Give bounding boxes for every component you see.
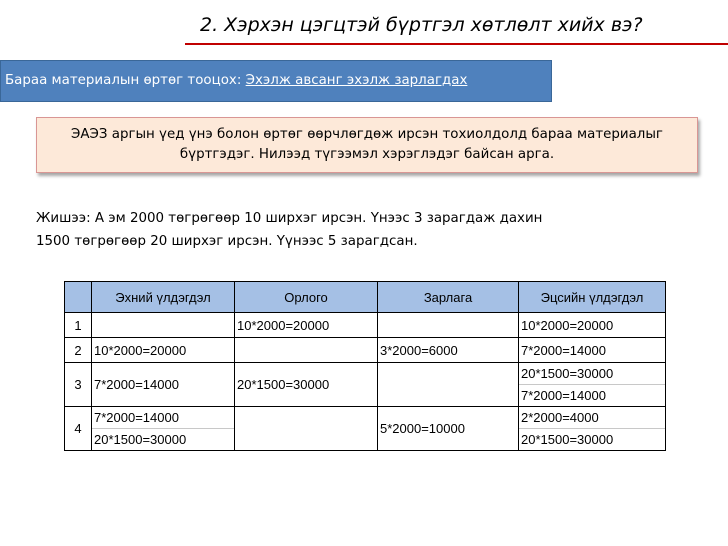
- closing-cell: [519, 407, 666, 451]
- table-row: [65, 363, 666, 407]
- opening-line: 20*1500=30000: [92, 428, 234, 450]
- expense-cell: 3*2000=6000: [378, 338, 519, 363]
- table-row: [65, 338, 666, 363]
- closing-line: 7*2000=14000: [519, 384, 665, 406]
- closing-cell: [519, 363, 666, 407]
- income-cell: [235, 338, 378, 363]
- closing-cell: 7*2000=14000: [519, 338, 666, 363]
- row-number: 2: [65, 338, 92, 363]
- opening-cell: [92, 313, 235, 338]
- row-number: 1: [65, 313, 92, 338]
- expense-cell: [378, 363, 519, 407]
- header-income: Орлого: [235, 282, 378, 313]
- example-line-1: Жишээ: А эм 2000 төгрөгөөр 10 ширхэг ирсэн. Үнээс 3 зарагдаж дахин: [36, 211, 543, 226]
- opening-cell: 7*2000=14000: [92, 363, 235, 407]
- closing-line: 20*1500=30000: [521, 366, 614, 381]
- header-no: [65, 282, 92, 313]
- example-line-2: 1500 төгрөгөөр 20 ширхэг ирсэн. Үүнээс 5 зарагдсан.: [36, 234, 418, 249]
- header-expense: Зарлага: [378, 282, 519, 313]
- table-header-row: [65, 282, 666, 313]
- description-box: [36, 117, 698, 173]
- closing-line: 20*1500=30000: [519, 428, 665, 450]
- header-closing: Эцсийн үлдэгдэл: [519, 282, 666, 313]
- opening-cell: [92, 407, 235, 451]
- header-opening: Эхний үлдэгдэл: [92, 282, 235, 313]
- slide-title: 2. Хэрхэн цэгцтэй бүртгэл хөтлөлт хийх вэ?: [200, 14, 643, 36]
- opening-line: 7*2000=14000: [94, 410, 179, 425]
- method-banner: [0, 60, 552, 102]
- inventory-table: [64, 281, 666, 451]
- row-number: 3: [65, 363, 92, 407]
- opening-cell: 10*2000=20000: [92, 338, 235, 363]
- method-link[interactable]: Эхэлж авсанг эхэлж зарлагдах: [245, 73, 468, 88]
- income-cell: 10*2000=20000: [235, 313, 378, 338]
- income-cell: [235, 407, 378, 451]
- closing-cell: 10*2000=20000: [519, 313, 666, 338]
- method-label: Бараа материалын өртөг тооцох:: [5, 73, 242, 88]
- expense-cell: [378, 313, 519, 338]
- description-line-2: бүртгэдэг. Нилээд түгээмэл хэрэглэдэг байсан арга.: [179, 147, 555, 162]
- table-row: [65, 407, 666, 451]
- example-text: [36, 207, 636, 253]
- title-underline: [185, 43, 728, 45]
- table-row: [65, 313, 666, 338]
- income-cell: 20*1500=30000: [235, 363, 378, 407]
- description-line-1: ЭАЭЗ аргын үед үнэ болон өртөг өөрчлөгдөж ирсэн тохиолдолд бараа материалыг: [71, 127, 663, 142]
- expense-cell: 5*2000=10000: [378, 407, 519, 451]
- row-number: 4: [65, 407, 92, 451]
- closing-line: 2*2000=4000: [521, 410, 599, 425]
